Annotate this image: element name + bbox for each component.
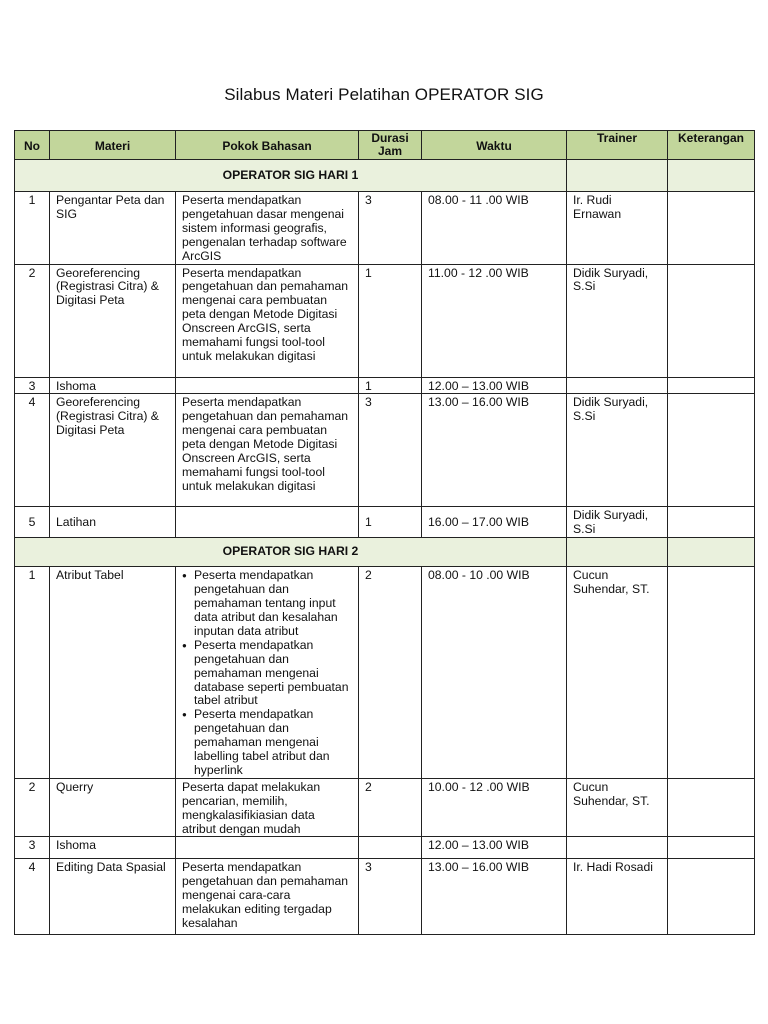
cell-no: 4 <box>15 859 50 935</box>
cell-pokok-bahasan: Peserta dapat melakukan pencarian, memilih, mengkalasifikiasian data atribut dengan mudah <box>176 778 359 837</box>
cell-pokok-bahasan: Peserta mendapatkan pengetahuan dan pemahaman mengenai cara-cara melakukan editing tergadap kesalahan <box>176 859 359 935</box>
cell-durasi <box>359 837 422 859</box>
cell-durasi: 1 <box>359 377 422 394</box>
bullet-item: ● Peserta mendapatkan pengetahuan dan pemahaman mengenai labelling tabel atribut dan hyperlink <box>194 708 352 778</box>
section-empty-cell <box>668 538 755 567</box>
cell-trainer: Ir. Rudi Ernawan <box>567 192 668 265</box>
header-trainer: Trainer <box>567 131 668 160</box>
cell-no: 3 <box>15 377 50 394</box>
cell-waktu: 13.00 – 16.00 WIB <box>422 859 567 935</box>
cell-pokok-bahasan <box>176 507 359 538</box>
cell-durasi: 3 <box>359 192 422 265</box>
cell-trainer: Cucun Suhendar, ST. <box>567 567 668 779</box>
section-empty-cell <box>567 538 668 567</box>
cell-materi: Ishoma <box>50 837 176 859</box>
section-row-hari-2 <box>15 538 755 567</box>
table-row <box>15 778 755 837</box>
cell-trainer: Didik Suryadi, S.Si <box>567 394 668 507</box>
cell-pokok-bahasan: Peserta mendapatkan pengetahuan dan pemahaman mengenai cara pembuatan peta dengan Metode Digitasi Onscreen ArcGIS, serta memahami fungsi tool-tool untuk melakukan digitasi <box>176 264 359 377</box>
section-empty-cell <box>567 160 668 192</box>
cell-keterangan <box>668 264 755 377</box>
bullet-item: ● Peserta mendapatkan pengetahuan dan pemahaman tentang input data atribut dan kesalahan inputan data atribut <box>194 569 352 639</box>
cell-keterangan <box>668 837 755 859</box>
bullet-list <box>182 569 352 778</box>
table-header-row <box>15 131 755 160</box>
cell-materi: Atribut Tabel <box>50 567 176 779</box>
cell-no: 2 <box>15 264 50 377</box>
cell-pokok-bahasan <box>176 377 359 394</box>
table-row <box>15 264 755 377</box>
cell-pokok-bahasan <box>176 837 359 859</box>
cell-durasi: 2 <box>359 778 422 837</box>
cell-durasi: 1 <box>359 507 422 538</box>
cell-trainer: Didik Suryadi, S.Si <box>567 507 668 538</box>
cell-keterangan <box>668 377 755 394</box>
cell-durasi: 3 <box>359 394 422 507</box>
cell-no: 4 <box>15 394 50 507</box>
cell-materi: Georeferencing (Registrasi Citra) & Digitasi Peta <box>50 264 176 377</box>
table-row <box>15 377 755 394</box>
cell-materi: Querry <box>50 778 176 837</box>
cell-keterangan <box>668 394 755 507</box>
cell-waktu: 16.00 – 17.00 WIB <box>422 507 567 538</box>
cell-materi: Ishoma <box>50 377 176 394</box>
cell-keterangan <box>668 567 755 779</box>
section-label: OPERATOR SIG HARI 2 <box>15 538 567 567</box>
cell-keterangan <box>668 192 755 265</box>
header-durasi-jam: Durasi Jam <box>359 131 422 160</box>
page-title: Silabus Materi Pelatihan OPERATOR SIG <box>224 85 544 104</box>
cell-waktu: 12.00 – 13.00 WIB <box>422 837 567 859</box>
cell-pokok-bahasan: Peserta mendapatkan pengetahuan dan pemahaman mengenai cara pembuatan peta dengan Metode Digitasi Onscreen ArcGIS, serta memahami fungsi tool-tool untuk melakukan digitasi <box>176 394 359 507</box>
section-row-hari-1 <box>15 160 755 192</box>
syllabus-table <box>14 130 755 935</box>
section-empty-cell <box>668 160 755 192</box>
cell-durasi: 2 <box>359 567 422 779</box>
cell-no: 1 <box>15 192 50 265</box>
table-row <box>15 192 755 265</box>
cell-trainer: Ir. Hadi Rosadi <box>567 859 668 935</box>
table-row <box>15 859 755 935</box>
header-no: No <box>15 131 50 160</box>
cell-waktu: 08.00 - 10 .00 WIB <box>422 567 567 779</box>
header-pokok-bahasan: Pokok Bahasan <box>176 131 359 160</box>
cell-waktu: 10.00 - 12 .00 WIB <box>422 778 567 837</box>
cell-materi: Latihan <box>50 507 176 538</box>
cell-materi: Georeferencing (Registrasi Citra) & Digitasi Peta <box>50 394 176 507</box>
cell-trainer: Didik Suryadi, S.Si <box>567 264 668 377</box>
cell-waktu: 13.00 – 16.00 WIB <box>422 394 567 507</box>
cell-pokok-bahasan <box>176 567 359 779</box>
cell-no: 1 <box>15 567 50 779</box>
cell-durasi: 1 <box>359 264 422 377</box>
cell-no: 5 <box>15 507 50 538</box>
header-keterangan: Keterangan <box>668 131 755 160</box>
cell-materi: Editing Data Spasial <box>50 859 176 935</box>
table-row <box>15 567 755 779</box>
table-row <box>15 394 755 507</box>
cell-keterangan <box>668 778 755 837</box>
header-waktu: Waktu <box>422 131 567 160</box>
cell-pokok-bahasan: Peserta mendapatkan pengetahuan dasar mengenai sistem informasi geografis, pengenalan terhadap software ArcGIS <box>176 192 359 265</box>
cell-no: 3 <box>15 837 50 859</box>
table-row <box>15 837 755 859</box>
cell-no: 2 <box>15 778 50 837</box>
cell-trainer <box>567 377 668 394</box>
section-label: OPERATOR SIG HARI 1 <box>15 160 567 192</box>
bullet-item: ● Peserta mendapatkan pengetahuan dan pemahaman mengenai database seperti pembuatan tabel atribut <box>194 639 352 709</box>
cell-trainer <box>567 837 668 859</box>
cell-keterangan <box>668 507 755 538</box>
cell-materi: Pengantar Peta dan SIG <box>50 192 176 265</box>
cell-waktu: 11.00 - 12 .00 WIB <box>422 264 567 377</box>
cell-trainer: Cucun Suhendar, ST. <box>567 778 668 837</box>
cell-waktu: 08.00 - 11 .00 WIB <box>422 192 567 265</box>
header-materi: Materi <box>50 131 176 160</box>
cell-waktu: 12.00 – 13.00 WIB <box>422 377 567 394</box>
table-row <box>15 507 755 538</box>
cell-durasi: 3 <box>359 859 422 935</box>
cell-keterangan <box>668 859 755 935</box>
